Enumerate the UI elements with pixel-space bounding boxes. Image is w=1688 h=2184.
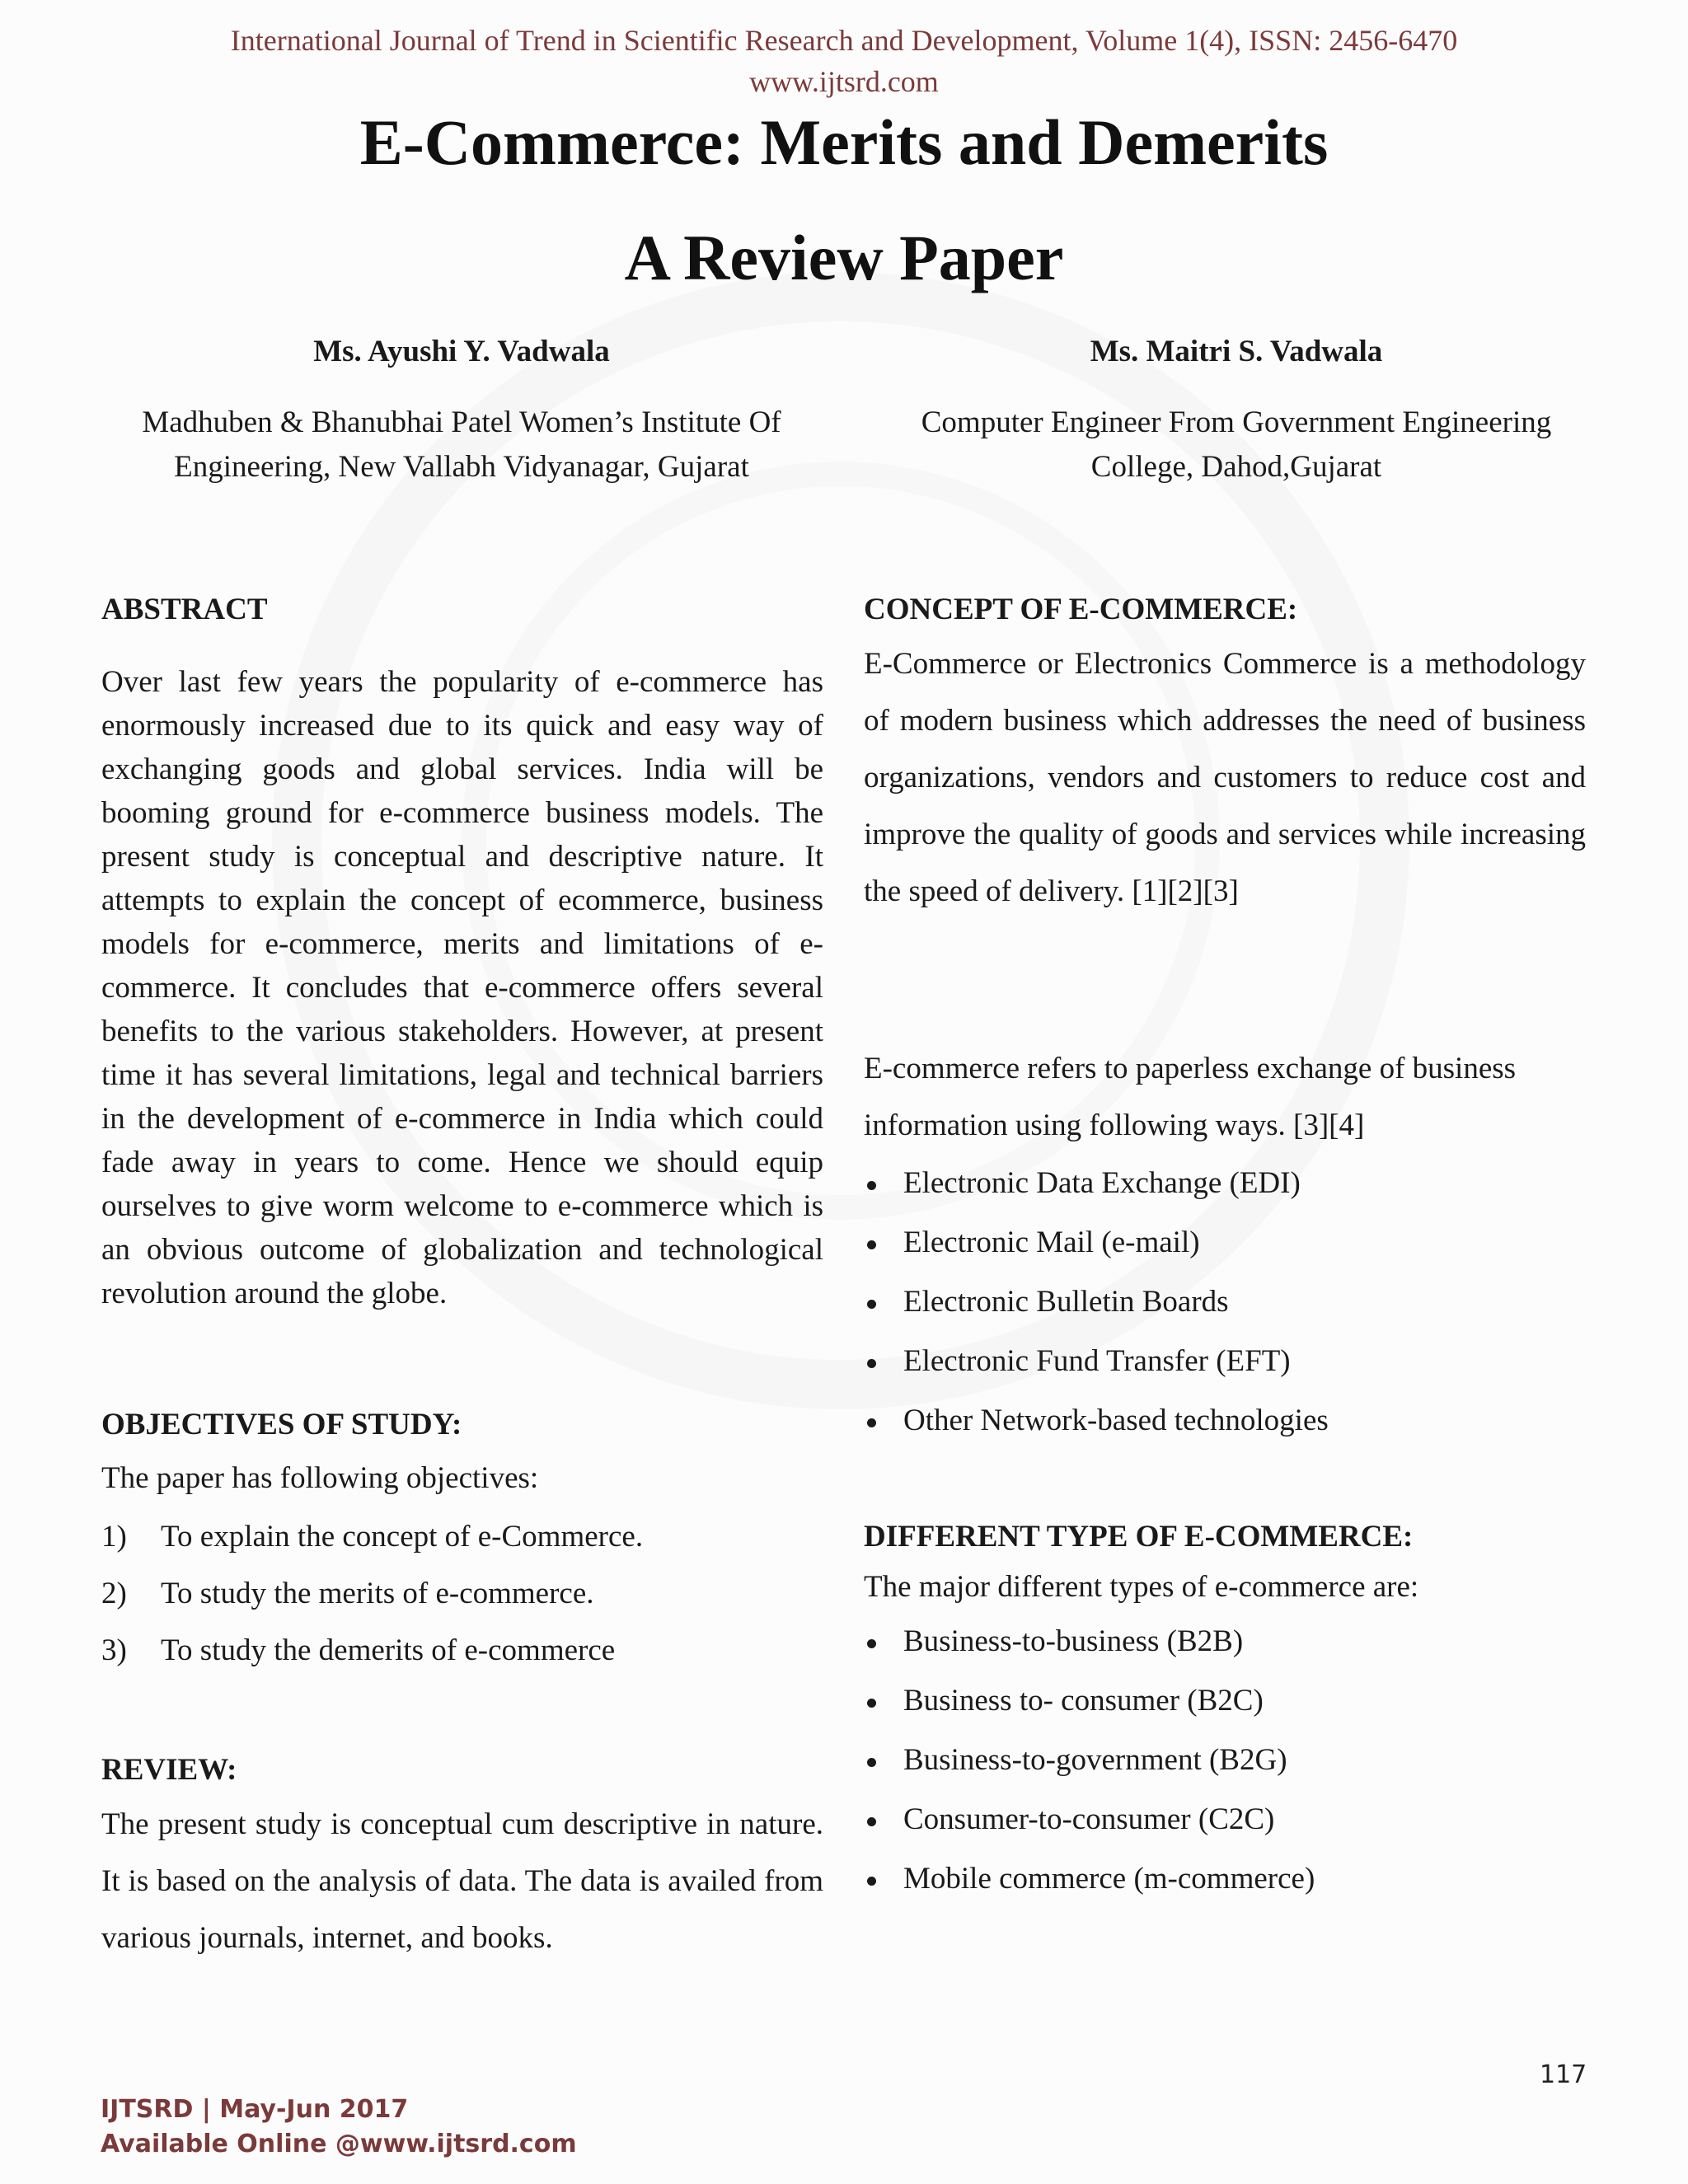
- list-item-number: 1): [101, 1520, 127, 1554]
- types-intro: The major different types of e-commerce are:: [864, 1570, 1419, 1604]
- list-item-text: Electronic Data Exchange (EDI): [903, 1166, 1301, 1200]
- concept-paragraph-1: E-Commerce or Electronics Commerce is a methodology of modern business which addresses the need of business organizations, vendors and customers to reduce cost and improve the quality of goods and services while increasing the speed of delivery. [1][2][3]: [864, 647, 1586, 908]
- author-2-affiliation-line1: Computer Engineer From Government Engineering: [921, 405, 1552, 439]
- footer-website: Available Online @www.ijtsrd.com: [101, 2130, 577, 2158]
- author-2-name: Ms. Maitri S. Vadwala: [1090, 335, 1383, 368]
- author-1-affiliation: [82, 401, 841, 490]
- list-item: [864, 1849, 1586, 1909]
- list-item-text: Electronic Bulletin Boards: [903, 1285, 1229, 1319]
- list-item: [864, 1790, 1586, 1849]
- footer-issue: IJTSRD | May-Jun 2017: [101, 2095, 409, 2124]
- bullet-icon: [864, 1213, 903, 1272]
- page-number: 117: [1540, 2060, 1587, 2089]
- paper-title-line2: A Review Paper: [624, 222, 1064, 293]
- list-item-text: Mobile commerce (m-commerce): [903, 1862, 1315, 1896]
- list-item: [864, 1671, 1586, 1731]
- list-item: [864, 1154, 1586, 1213]
- list-item-text: Business to- consumer (B2C): [903, 1684, 1264, 1718]
- list-item-text: Other Network-based technologies: [903, 1404, 1329, 1437]
- ways-list: [864, 1154, 1586, 1451]
- list-item: [101, 1622, 823, 1679]
- review-text: The present study is conceptual cum descriptive in nature. It is based on the analysis of data. The data is availed from various journals, internet, and books.: [101, 1807, 823, 1955]
- concept-section: [864, 592, 1586, 920]
- list-item-text: Business-to-business (B2B): [903, 1624, 1244, 1658]
- concept-heading: CONCEPT OF E-COMMERCE:: [864, 593, 1298, 626]
- list-item: [864, 1731, 1586, 1790]
- journal-header: International Journal of Trend in Scientific Research and Development, Volume 1(4), ISSN: 2456-6470: [230, 24, 1458, 57]
- author-2-affiliation: [857, 401, 1615, 490]
- list-item-text: Electronic Fund Transfer (EFT): [903, 1344, 1291, 1378]
- list-item-text: To study the demerits of e-commerce: [161, 1633, 616, 1667]
- list-item: [864, 1612, 1586, 1671]
- list-item: [864, 1332, 1586, 1391]
- author-2-affiliation-line2: College, Dahod,Gujarat: [1090, 450, 1382, 484]
- review-heading: REVIEW:: [101, 1753, 237, 1787]
- abstract-body: [101, 660, 823, 1315]
- author-1-name: Ms. Ayushi Y. Vadwala: [313, 335, 610, 368]
- list-item: [864, 1391, 1586, 1451]
- bullet-icon: [864, 1849, 903, 1909]
- objectives-heading: OBJECTIVES OF STUDY:: [101, 1408, 462, 1441]
- bullet-icon: [864, 1671, 903, 1731]
- list-item-text: Consumer-to-consumer (C2C): [903, 1802, 1275, 1836]
- bullet-icon: [864, 1272, 903, 1332]
- bullet-icon: [864, 1391, 903, 1451]
- list-item: [864, 1213, 1586, 1272]
- concept-ways-section: [864, 1040, 1586, 1451]
- list-item-number: 3): [101, 1633, 127, 1667]
- concept-paragraph-2: E-commerce refers to paperless exchange of business information using following ways. [3][4]: [864, 1052, 1517, 1142]
- list-item-text: Business-to-government (B2G): [903, 1743, 1287, 1777]
- list-item: [864, 1272, 1586, 1332]
- bullet-icon: [864, 1332, 903, 1391]
- list-item-text: To study the merits of e-commerce.: [161, 1577, 594, 1610]
- bullet-icon: [864, 1731, 903, 1790]
- author-1-affiliation-line2: Engineering, New Vallabh Vidyanagar, Gujarat: [174, 450, 749, 484]
- types-section: [864, 1519, 1586, 1909]
- bullet-icon: [864, 1790, 903, 1849]
- objectives-section: [101, 1407, 823, 1679]
- bullet-icon: [864, 1154, 903, 1213]
- types-list: [864, 1612, 1586, 1909]
- list-item-text: To explain the concept of e-Commerce.: [161, 1520, 644, 1554]
- abstract-text: Over last few years the popularity of e-commerce has enormously increased due to its quick and easy way of exchanging goods and global services. India will be booming ground for e-commerce business models. The present study is conceptual and descriptive nature. It attempts to explain the concept of ecommerce, business models for e-commerce, merits and limitations of e-commerce. It concludes that e-commerce offers several benefits to the various stakeholders. However, at present time it has several limitations, legal and technical barriers in the development of e-commerce in India which could fade away in years to come. Hence we should equip ourselves to give worm welcome to e-commerce which is an obvious outcome of globalization and technological revolution around the globe.: [101, 665, 823, 1310]
- list-item-number: 2): [101, 1577, 127, 1610]
- types-heading: DIFFERENT TYPE OF E-COMMERCE:: [864, 1520, 1414, 1554]
- objectives-intro: The paper has following objectives:: [101, 1461, 539, 1495]
- bullet-icon: [864, 1612, 903, 1671]
- list-item-text: Electronic Mail (e-mail): [903, 1226, 1200, 1259]
- list-item: [101, 1565, 823, 1622]
- abstract-heading: ABSTRACT: [101, 593, 268, 626]
- paper-title-line1: E-Commerce: Merits and Demerits: [359, 106, 1329, 178]
- author-1-affiliation-line1: Madhuben & Bhanubhai Patel Women’s Institute Of: [142, 405, 781, 439]
- list-item: [101, 1508, 823, 1565]
- objectives-list: [101, 1508, 823, 1679]
- abstract-section: [101, 592, 823, 627]
- journal-website: www.ijtsrd.com: [749, 65, 939, 98]
- review-section: [101, 1752, 823, 1966]
